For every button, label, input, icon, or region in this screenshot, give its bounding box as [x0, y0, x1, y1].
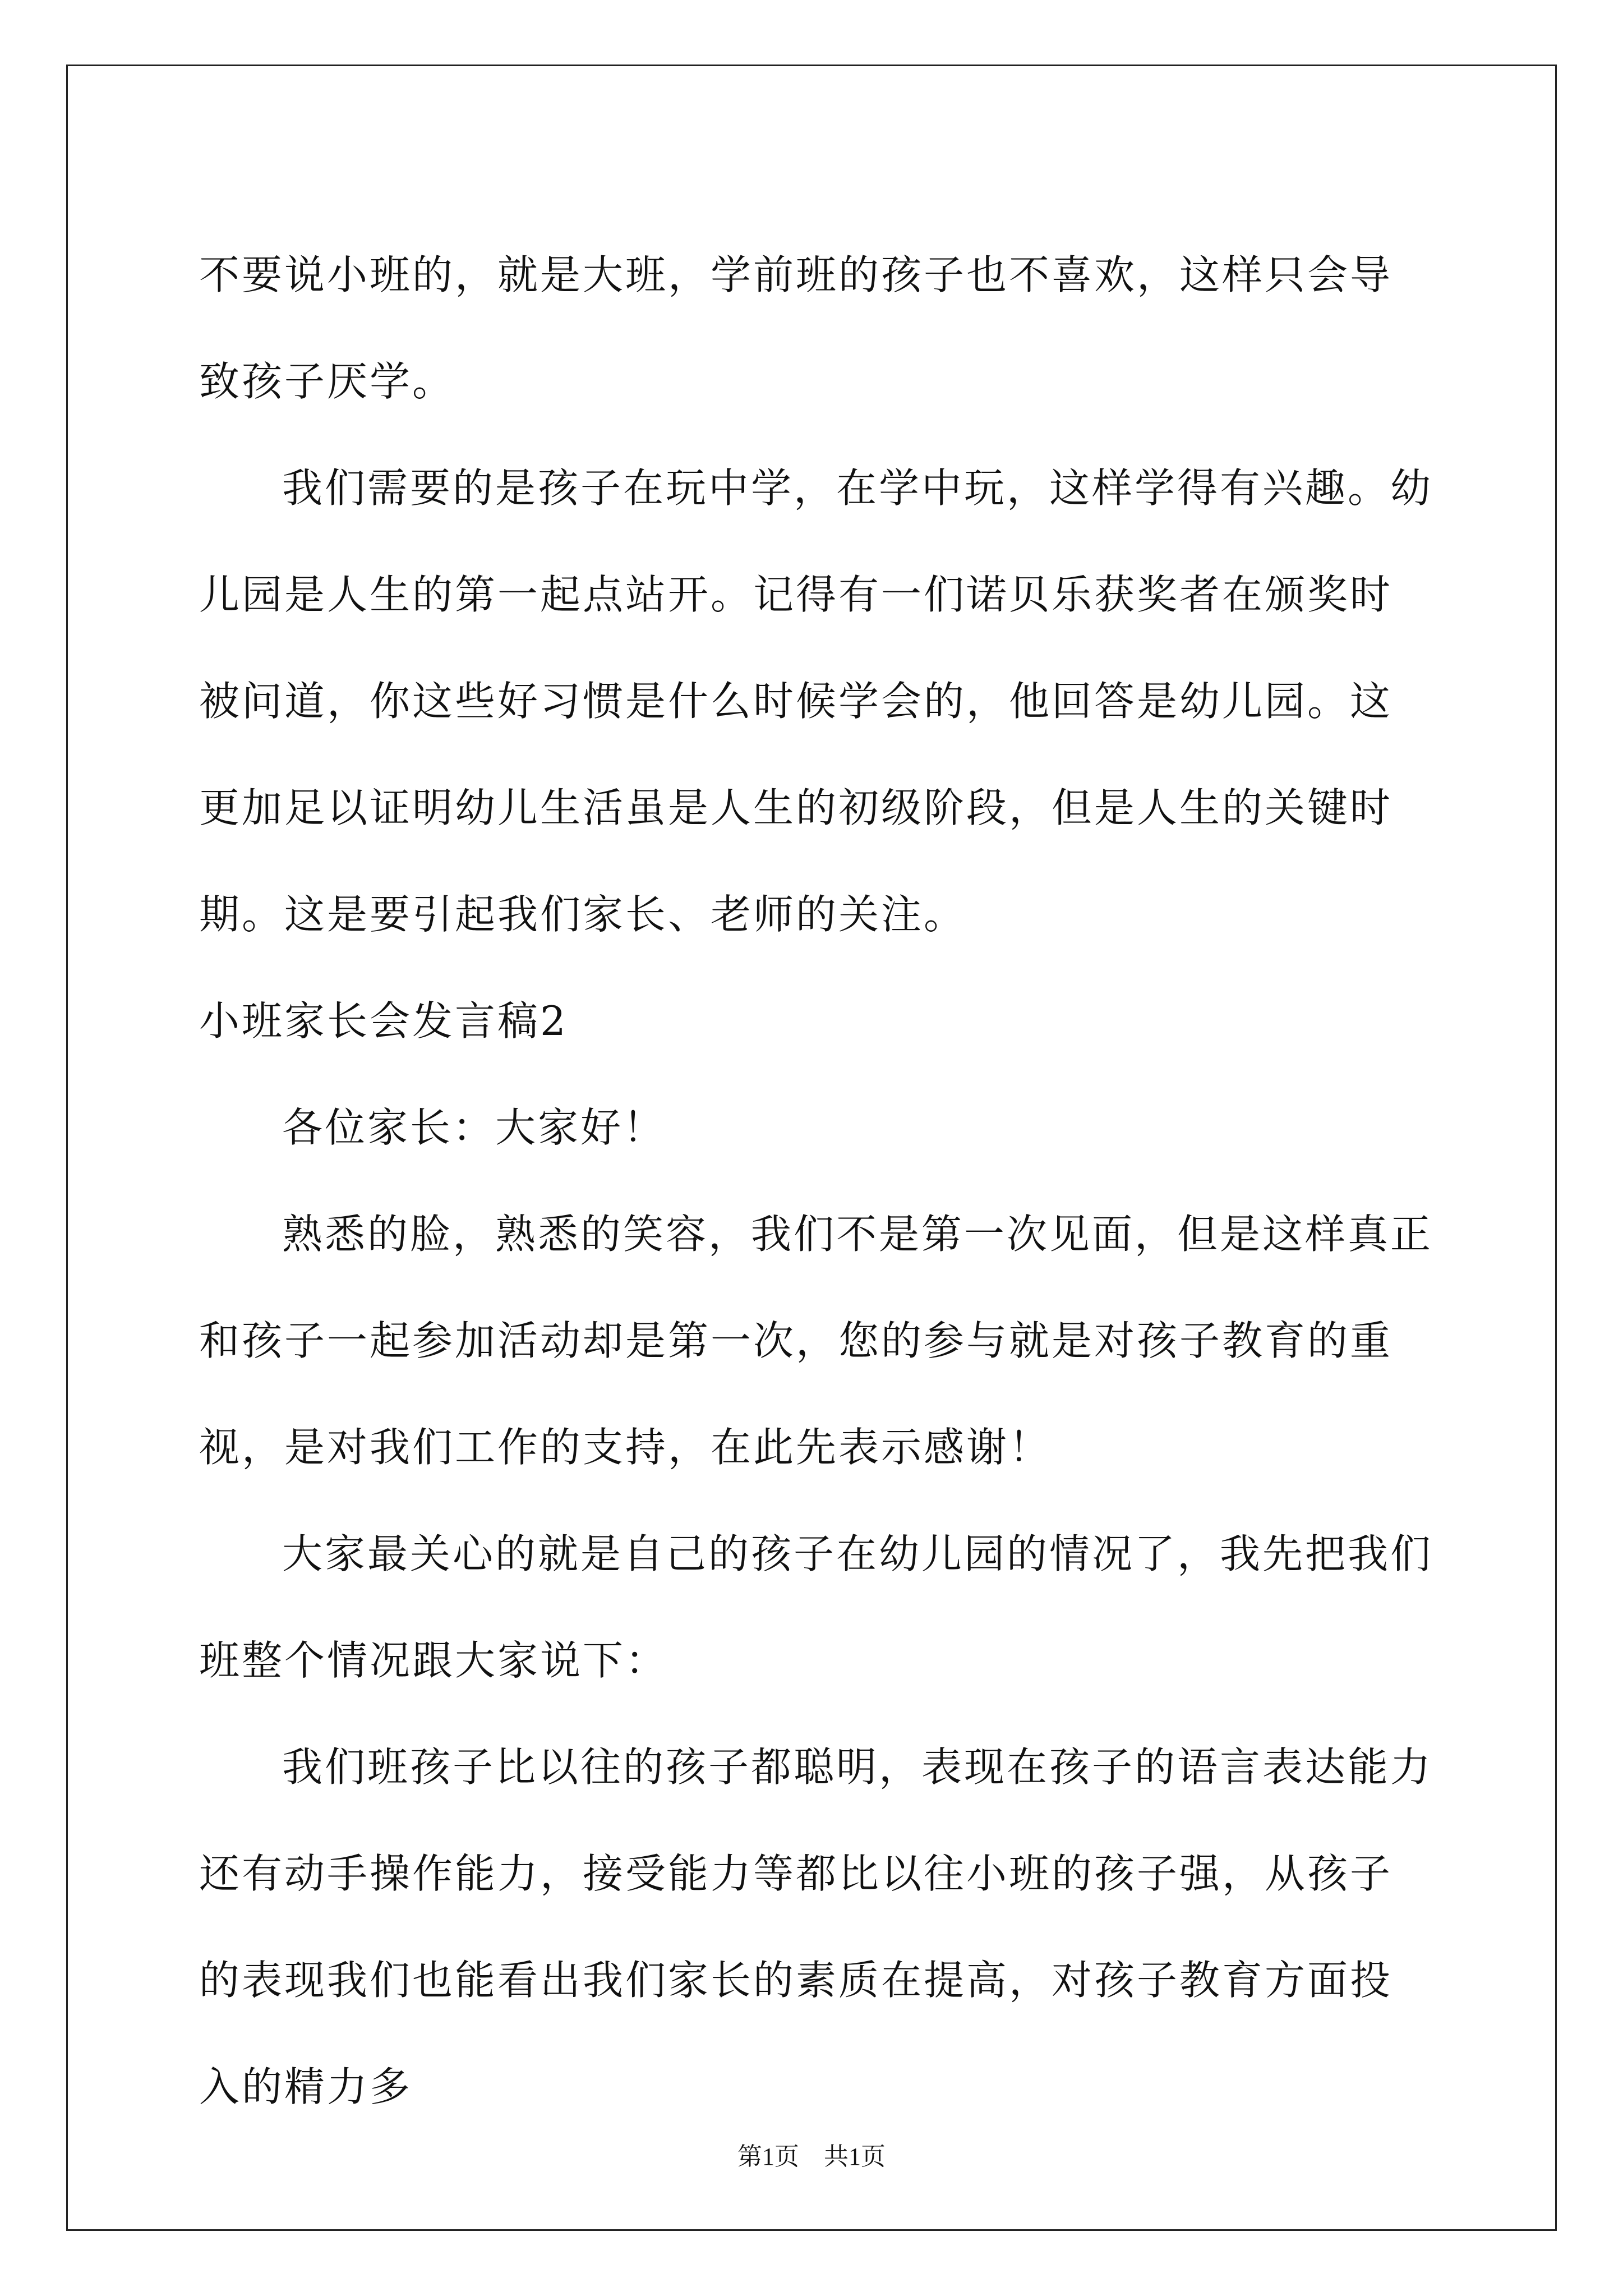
paragraph: 我们班孩子比以往的孩子都聪明，表现在孩子的语言表达能力还有动手操作能力，接受能力等都比以往小班的孩子强，从孩子的表现我们也能看出我们家长的素质在提高，对孩子教育方面投入的精力多: [199, 1743, 1433, 2110]
greeting-paragraph: 各位家长：大家好！: [282, 1104, 666, 1151]
paragraph: 我们需要的是孩子在玩中学，在学中玩，这样学得有兴趣。幼儿园是人生的第一起点站开。记得有一们诺贝乐获奖者在颁奖时被问道，你这些好习惯是什么时候学会的，他回答是幼儿园。这更加足以证明幼儿生活虽是人生的初级阶段，但是人生的关键时期。这是要引起我们家长、老师的关注。: [199, 464, 1433, 938]
document-body: [199, 222, 1433, 2140]
paragraph: 大家最关心的就是自己的孩子在幼儿园的情况了，我先把我们班整个情况跟大家说下：: [199, 1530, 1433, 1684]
paragraph: 不要说小班的，就是大班，学前班的孩子也不喜欢，这样只会导致孩子厌学。: [199, 251, 1393, 405]
paragraph: 熟悉的脸，熟悉的笑容，我们不是第一次见面，但是这样真正和孩子一起参加活动却是第一次，您的参与就是对孩子教育的重视，是对我们工作的支持，在此先表示感谢！: [199, 1211, 1433, 1471]
page-number-footer: 第1页 共1页: [737, 2143, 886, 2170]
section-heading: 小班家长会发言稿2: [199, 997, 568, 1045]
